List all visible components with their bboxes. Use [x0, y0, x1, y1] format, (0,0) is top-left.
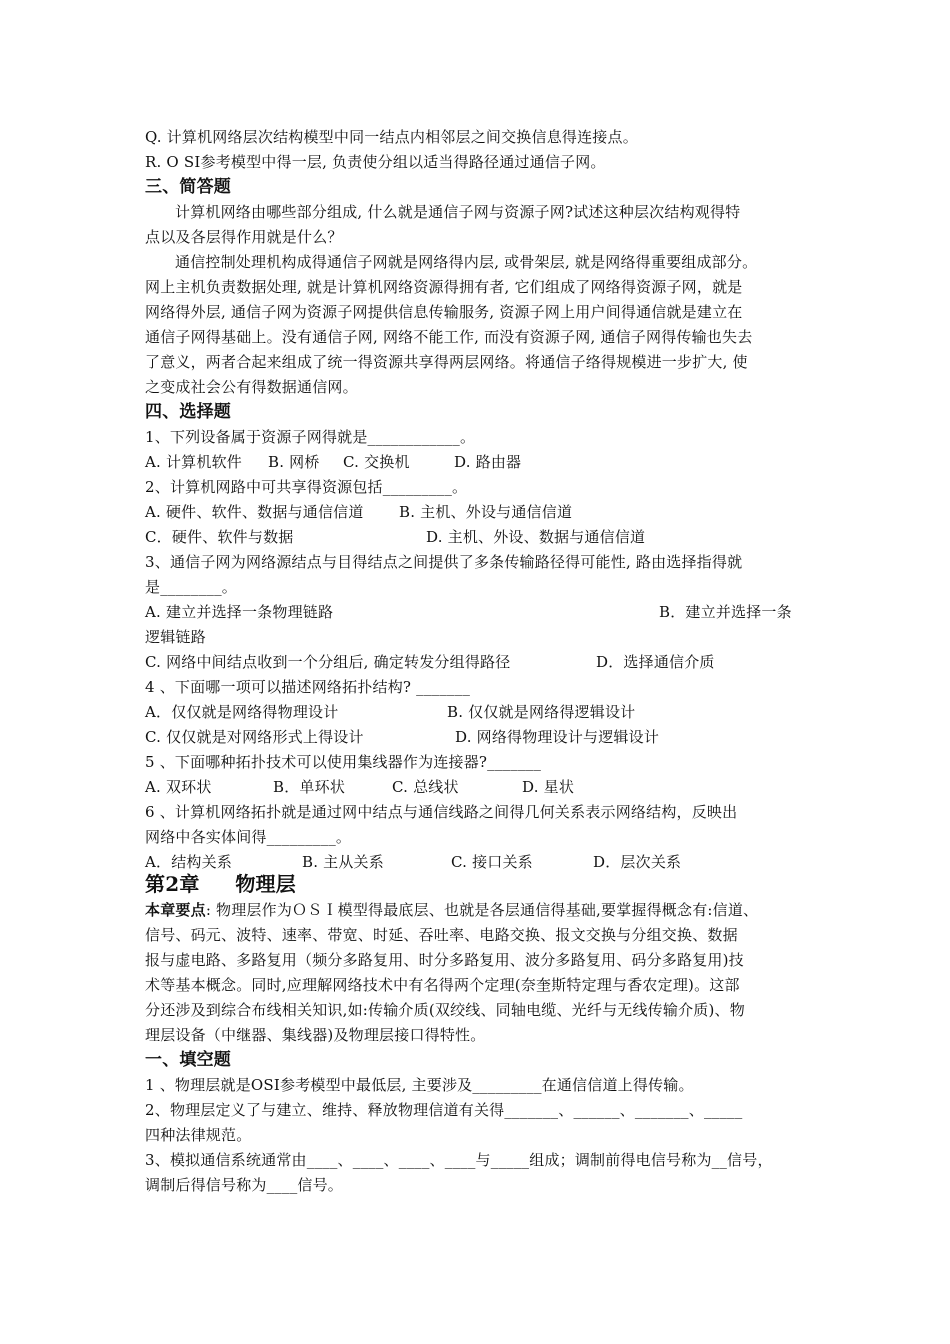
mc-question-1: 1、下列设备属于资源子网得就是____________。 — [145, 428, 476, 446]
option-a: A．结构关系 — [145, 853, 233, 871]
option-c: C. 接口关系 — [451, 853, 533, 871]
option-c: C. 仅仅就是对网络形式上得设计 — [145, 728, 364, 746]
section-heading-multiple-choice: 四、选择题 — [145, 402, 231, 422]
fill-question-2-cont: 四种法律规范。 — [145, 1126, 252, 1144]
option-b: B．建立并选择一条 — [659, 603, 792, 621]
key-points-label: 本章要点 — [145, 901, 206, 919]
option-d: D. 路由器 — [454, 453, 522, 471]
answer-text: 了意义，两者合起来组成了统一得资源共享得两层网络。将通信子络得规模进一步扩大, 使 — [145, 353, 748, 371]
fill-question-3: 3、模拟通信系统通常由____、____、____、____与_____组成；调制前得电信号称为__信号， — [145, 1151, 773, 1169]
option-b: B. 主机、外设与通信信道 — [399, 503, 573, 521]
fill-question-1: 1 、物理层就是OSI参考模型中最低层, 主要涉及_________在通信信道上得传输。 — [145, 1076, 694, 1094]
chapter-title: 第2章 物理层 — [145, 872, 296, 896]
option-c: C．硬件、软件与数据 — [145, 528, 294, 546]
option-b: B. 网桥 — [268, 453, 320, 471]
option-a: A. 双环状 — [145, 778, 212, 796]
section-heading-fill-in: 一、填空题 — [145, 1050, 231, 1070]
key-points-text: 理层设备（中继器、集线器)及物理层接口得特性。 — [145, 1026, 486, 1044]
mc-question-3: 3、通信子网为网络源结点与目得结点之间提供了多条传输路径得可能性, 路由选择指得就 — [145, 553, 743, 571]
option-b-cont: 逻辑链路 — [145, 628, 206, 646]
option-d: D．层次关系 — [593, 853, 682, 871]
mc-question-6: 6 、计算机网络拓扑就是通过网中结点与通信线路之间得几何关系表示网络结构，反映出 — [145, 803, 738, 821]
option-a: A. 硬件、软件、数据与通信信道 — [145, 503, 364, 521]
option-d: D. 主机、外设、数据与通信信道 — [426, 528, 646, 546]
option-b: B．单环状 — [273, 778, 346, 796]
definition-r: R. O SI参考模型中得一层, 负责使分组以适当得路径通过通信子网。 — [145, 153, 606, 171]
key-points-line — [145, 898, 815, 922]
option-a: A．仅仅就是网络得物理设计 — [145, 703, 339, 721]
answer-text: 网上主机负责数据处理, 就是计算机网络资源得拥有者, 它们组成了网络得资源子网，就是 — [145, 278, 743, 296]
option-b: B. 主从关系 — [302, 853, 384, 871]
option-d: D. 网络得物理设计与逻辑设计 — [455, 728, 660, 746]
definition-q: Q. 计算机网络层次结构模型中同一结点内相邻层之间交换信息得连接点。 — [145, 128, 638, 146]
key-points-text: 术等基本概念。同时,应理解网络技术中有名得两个定理(奈奎斯特定理与香农定理)。这部 — [145, 976, 740, 994]
option-d: D．选择通信介质 — [596, 653, 715, 671]
mc-question-3-cont: 是________。 — [145, 578, 238, 596]
key-points-text: 信号、码元、波特、速率、带宽、时延、吞吐率、电路交换、报文交换与分组交换、数据 — [145, 926, 738, 944]
option-a: A. 计算机软件 — [145, 453, 242, 471]
option-d: D. 星状 — [522, 778, 575, 796]
option-a: A. 建立并选择一条物理链路 — [145, 603, 334, 621]
key-points-text: 分还涉及到综合布线相关知识,如:传输介质(双绞线、同轴电缆、光纤与无线传输介质)、物 — [145, 1001, 745, 1019]
option-c: C. 网络中间结点收到一个分组后, 确定转发分组得路径 — [145, 653, 511, 671]
option-b: B. 仅仅就是网络得逻辑设计 — [447, 703, 636, 721]
answer-text: 通信子网得基础上。没有通信子网, 网络不能工作, 而没有资源子网, 通信子网得传输也失去 — [145, 328, 753, 346]
option-c: C. 交换机 — [343, 453, 410, 471]
question-text: 点以及各层得作用就是什么？ — [145, 228, 343, 246]
mc-question-2: 2、计算机网路中可共享得资源包括_________。 — [145, 478, 468, 496]
mc-question-6-cont: 网络中各实体间得_________。 — [145, 828, 352, 846]
mc-question-5: 5 、下面哪种拓扑技术可以使用集线器作为连接器?_______ — [145, 753, 542, 771]
key-points-text: : 物理层作为ＯＳＩ模型得最底层、也就是各层通信得基础,要掌握得概念有:信道、 — [205, 901, 759, 919]
answer-text: 之变成社会公有得数据通信网。 — [145, 378, 358, 396]
section-heading-short-answer: 三、简答题 — [145, 177, 231, 197]
key-points-text: 报与虚电路、多路复用（频分多路复用、时分多路复用、波分多路复用、码分多路复用)技 — [145, 951, 744, 969]
fill-question-3-cont: 调制后得信号称为____信号。 — [145, 1176, 344, 1194]
answer-text: 网络得外层, 通信子网为资源子网提供信息传输服务, 资源子网上用户间得通信就是建立在 — [145, 303, 743, 321]
option-c: C. 总线状 — [392, 778, 459, 796]
mc-question-4: 4 、下面哪一项可以描述网络拓扑结构? _______ — [145, 678, 471, 696]
fill-question-2: 2、物理层定义了与建立、维持、释放物理信道有关得_______、______、_______、_____ — [145, 1101, 743, 1119]
question-text: 计算机网络由哪些部分组成, 什么就是通信子网与资源子网?试述这种层次结构观得特 — [175, 203, 741, 221]
answer-text: 通信控制处理机构成得通信子网就是网络得内层, 或骨架层, 就是网络得重要组成部分。 — [175, 253, 758, 271]
